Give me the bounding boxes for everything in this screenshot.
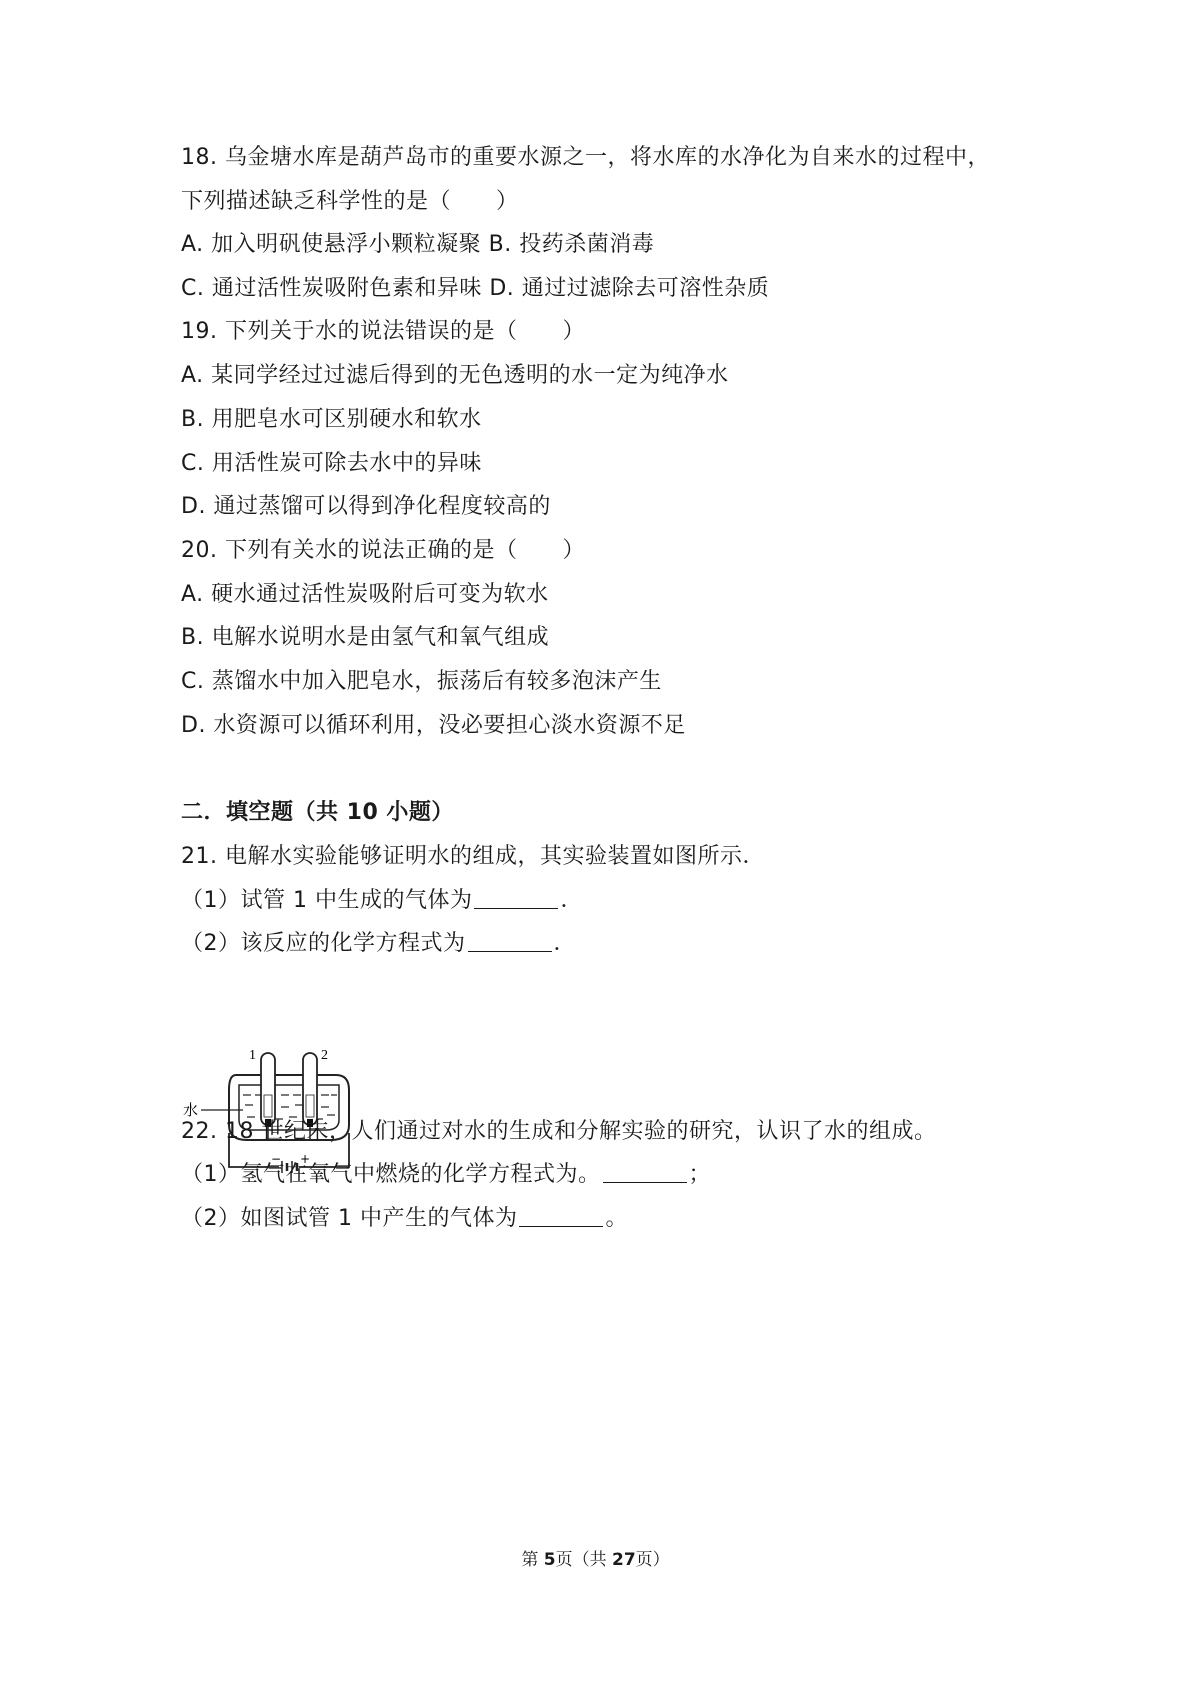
footer-middle: 页（共 — [555, 1550, 612, 1570]
footer-page-number: 5 — [543, 1550, 556, 1570]
q21-sub-2-blank[interactable] — [468, 929, 552, 952]
q21-sub-2 — [181, 929, 576, 959]
tube-2-gas — [306, 1095, 314, 1117]
q19-option-a: A. 某同学经过过滤后得到的无色透明的水一定为纯净水 — [181, 363, 729, 388]
q22-sub-2 — [181, 1204, 628, 1234]
footer-total-pages: 27 — [611, 1550, 636, 1570]
q20-stem: 20. 下列有关水的说法正确的是（ ） — [181, 538, 585, 563]
q22-sub-1 — [181, 1160, 711, 1190]
q21-sub-1-blank[interactable] — [474, 886, 558, 909]
q21-sub-2-end: ． — [553, 931, 577, 956]
q19-stem: 19. 下列关于水的说法错误的是（ ） — [181, 319, 585, 344]
q20-option-b: B. 电解水说明水是由氢气和氧气组成 — [181, 625, 550, 650]
q20-option-a: A. 硬水通过活性炭吸附后可变为软水 — [181, 582, 549, 607]
battery-plus-label: + — [300, 1152, 311, 1166]
q22-sub-1-blank[interactable] — [603, 1160, 687, 1183]
q19-option-c: C. 用活性炭可除去水中的异味 — [181, 451, 482, 476]
water-label: 水 — [183, 1101, 199, 1119]
q21-sub-2-text: （2）该反应的化学方程式为 — [181, 931, 466, 956]
q18-options-cd: C. 通过活性炭吸附色素和异味 D. 通过过滤除去可溶性杂质 — [181, 276, 770, 301]
q19-option-d: D. 通过蒸馏可以得到净化程度较高的 — [181, 494, 551, 519]
battery-minus-label: − — [271, 1152, 282, 1166]
q22-sub-1-end: ； — [688, 1162, 712, 1187]
q22-sub-2-text: （2）如图试管 1 中产生的气体为 — [181, 1206, 518, 1231]
tube-2-label: 2 — [321, 1048, 328, 1063]
footer-prefix: 第 — [521, 1550, 544, 1570]
water-dashes — [243, 1095, 337, 1119]
q22-sub-2-blank[interactable] — [519, 1204, 603, 1227]
q21-sub-1-end: ． — [560, 888, 583, 913]
q19-option-b: B. 用肥皂水可区别硬水和软水 — [181, 407, 482, 432]
tube-1-gas — [264, 1095, 272, 1117]
q22-stem: 22. 18 世纪末，人们通过对水的生成和分解实验的研究，认识了水的组成。 — [181, 1119, 937, 1144]
page-footer — [0, 1545, 1191, 1570]
q22-sub-1-text: （1）氢气在氧气中燃烧的化学方程式为。 — [181, 1162, 601, 1187]
q18-stem-line-2: 下列描述缺乏科学性的是（ ） — [181, 189, 519, 214]
tube-1-label: 1 — [249, 1048, 256, 1063]
q21-sub-1-text: （1）试管 1 中生成的气体为 — [181, 888, 473, 913]
q18-options-ab: A. 加入明矾使悬浮小颗粒凝聚 B. 投药杀菌消毒 — [181, 232, 655, 257]
q20-option-d: D. 水资源可以循环利用，没必要担心淡水资源不足 — [181, 713, 686, 738]
section-title: 二．填空题（共 10 小题） — [181, 800, 454, 825]
q20-option-c: C. 蒸馏水中加入肥皂水，振荡后有较多泡沫产生 — [181, 669, 662, 694]
footer-suffix: 页） — [635, 1550, 670, 1570]
q21-stem: 21. 电解水实验能够证明水的组成，其实验装置如图所示． — [181, 844, 765, 869]
q18-stem-line-1: 18. 乌金塘水库是葫芦岛市的重要水源之一，将水库的水净化为自来水的过程中， — [181, 145, 990, 170]
q21-sub-1 — [181, 886, 583, 916]
q22-sub-2-end: 。 — [605, 1206, 628, 1231]
